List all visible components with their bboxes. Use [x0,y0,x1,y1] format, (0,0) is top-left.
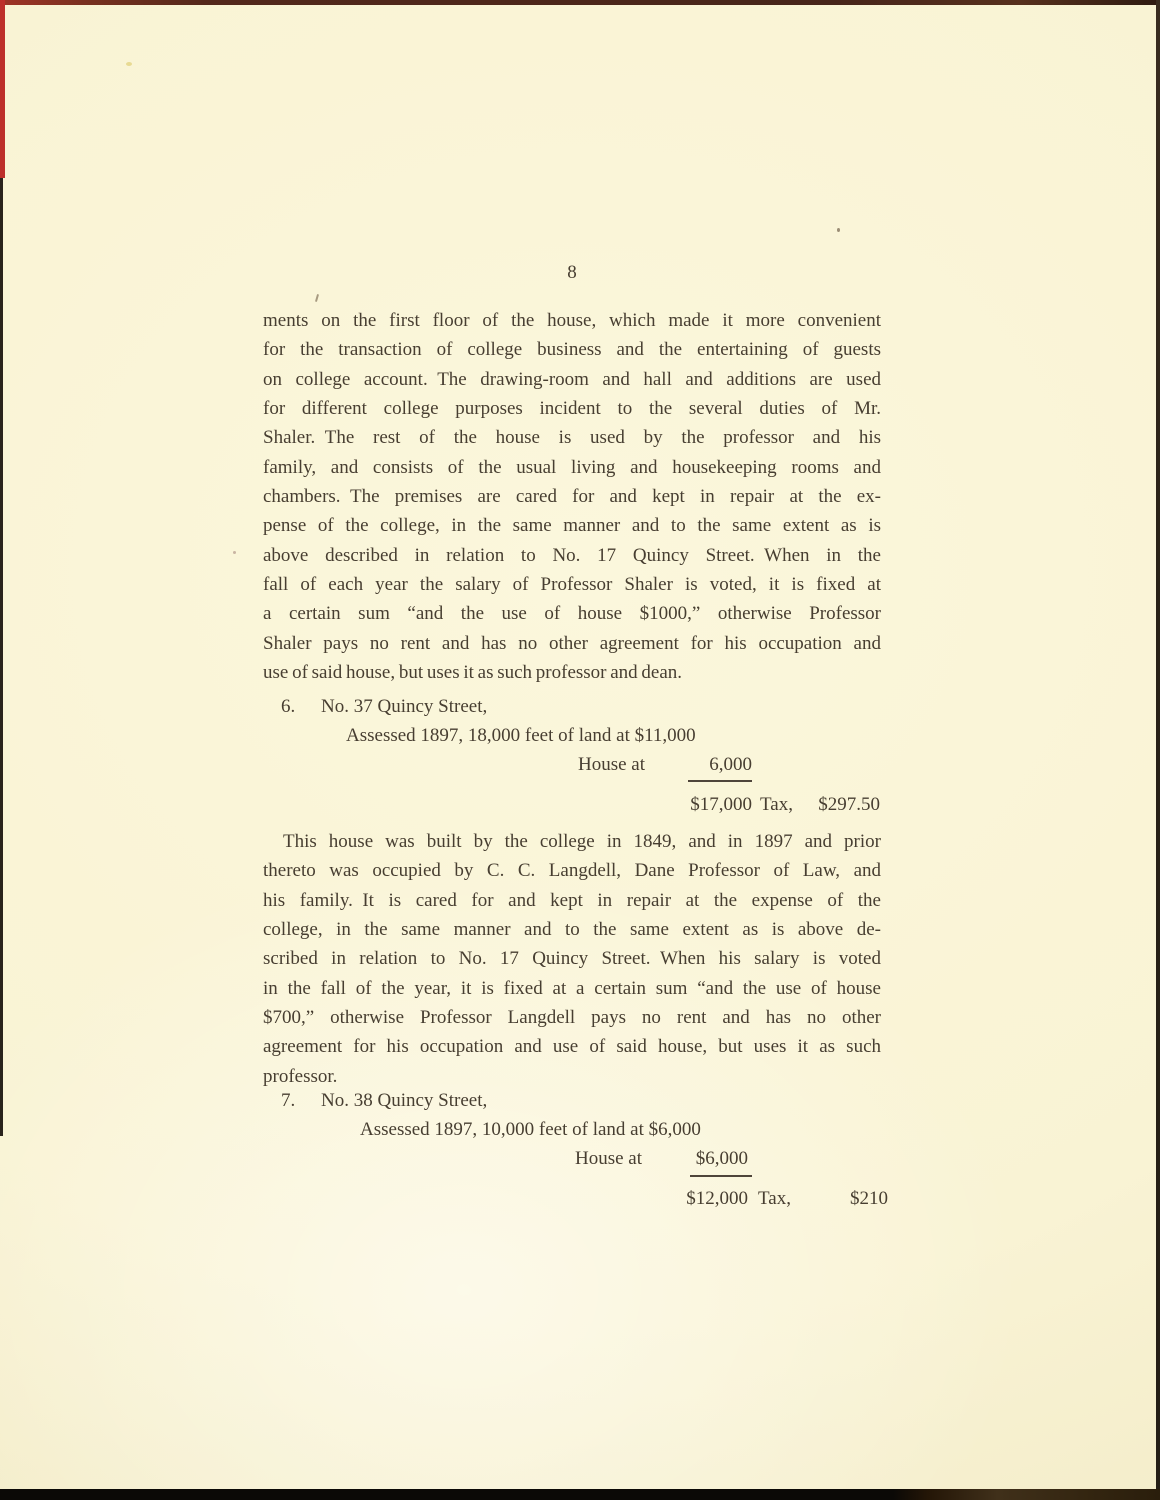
total-assessed-value: $17,000 [690,794,752,815]
property-entry-6 [263,692,881,824]
property-entry-7 [263,1086,888,1218]
body-paragraph-langdell [263,827,881,1091]
text-line: Shaler. The rest of the house is used by the professor and his [263,427,881,449]
text-line: for the transaction of college business and the entertaining of guests [263,339,881,361]
assessed-line: Assessed 1897, 10,000 feet of land at $6,000 [360,1119,701,1140]
text-line: on college account. The drawing-room and hall and additions are used [263,368,881,390]
entry-address: No. 37 Quincy Street, [321,696,488,717]
text-line: use of said house, but uses it as such professor and dean. [263,662,683,684]
total-assessed-value: $12,000 [686,1188,748,1209]
page-top-edge [0,0,1160,5]
text-line: scribed in relation to No. 17 Quincy Street. When his salary is voted [263,948,881,970]
text-line: professor. [263,1065,338,1087]
ink-speck [233,551,236,554]
text-line: agreement for his occupation and use of said house, but uses it as such [263,1036,881,1058]
house-at-label: House at [575,1148,643,1169]
entry-address: No. 38 Quincy Street, [321,1090,488,1111]
page-bottom-edge [0,1489,1160,1500]
page-right-edge [1156,0,1160,1500]
page-left-red-edge [0,0,5,178]
ink-speck [837,228,840,232]
sum-rule [690,1175,752,1177]
text-line: $700,” otherwise Professor Langdell pays no rent and has no other [263,1007,881,1029]
entry-number: 7. [281,1090,296,1111]
assessed-line: Assessed 1897, 18,000 feet of land at $11,000 [346,725,696,746]
body-paragraph-continuation [263,306,881,687]
house-value: 6,000 [709,754,752,775]
text-line: pense of the college, in the same manner and to the same extent as is [263,515,881,537]
text-line: ments on the first floor of the house, which made it more convenient [263,310,881,331]
text-line: in the fall of the year, it is fixed at a certain sum “and the use of house [263,977,881,999]
house-value: $6,000 [695,1148,748,1169]
text-line: family, and consists of the usual living and housekeeping rooms and [263,456,881,478]
page-number: 8 [567,262,577,283]
text-line: for different college purposes incident to the several duties of Mr. [263,398,881,420]
text-line: Shaler pays no rent and has no other agreement for his occupation and [263,632,881,654]
ink-speck [315,294,319,302]
page-left-dark-edge [0,178,3,1136]
tax-value: $210 [850,1188,888,1209]
house-at-label: House at [578,754,646,775]
sum-rule [688,780,752,782]
text-line: college, in the same manner and to the same extent as is above de- [263,919,881,941]
text-line: his family. It is cared for and kept in repair at the expense of the [263,889,881,911]
text-line: fall of each year the salary of Professor Shaler is voted, it is fixed at [263,574,881,596]
text-line: a certain sum “and the use of house $1000,” otherwise Professor [263,603,881,625]
text-line: above described in relation to No. 17 Quincy Street. When in the [263,544,881,566]
tax-label: Tax, [760,794,793,815]
text-line: thereto was occupied by C. C. Langdell, Dane Professor of Law, and [263,860,881,882]
ink-speck [126,62,132,66]
text-line: chambers. The premises are cared for and kept in repair at the ex- [263,486,881,508]
entry-number: 6. [281,696,296,717]
tax-label: Tax, [758,1188,791,1209]
text-line: This house was built by the college in 1849, and in 1897 and prior [283,831,881,852]
tax-value: $297.50 [818,794,880,815]
